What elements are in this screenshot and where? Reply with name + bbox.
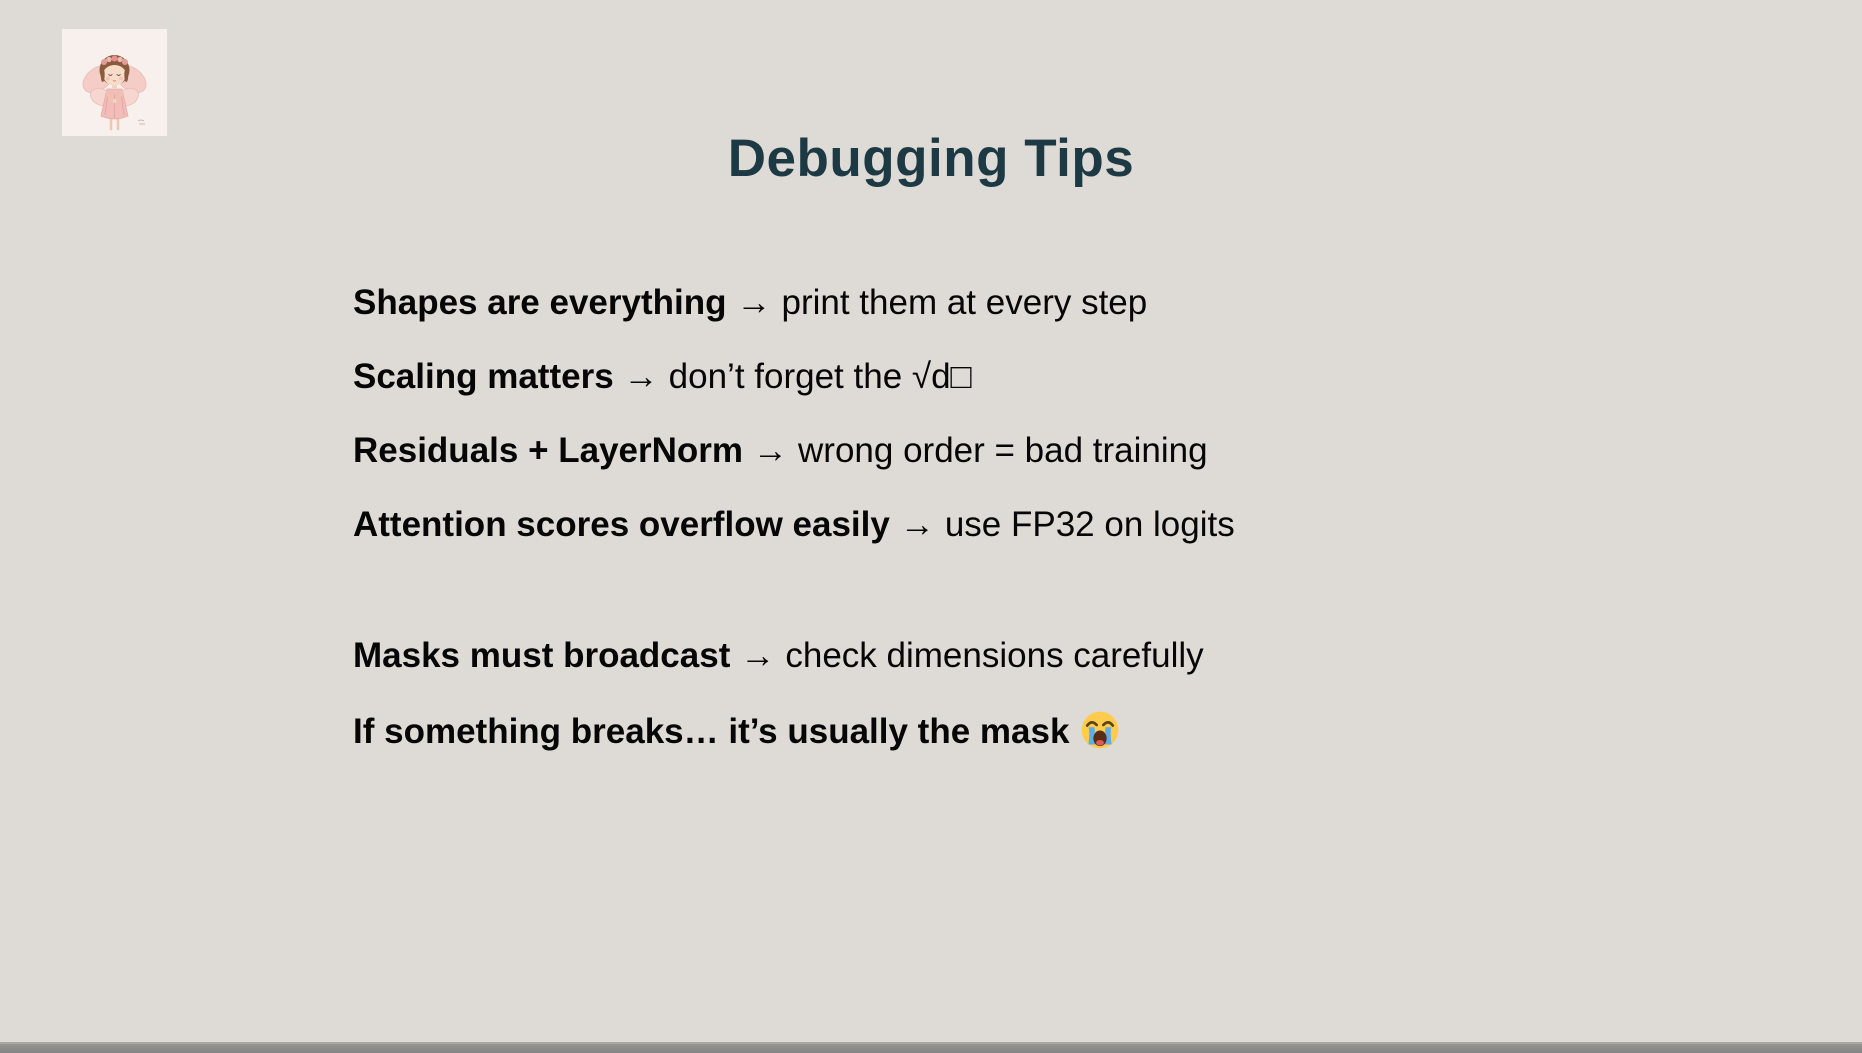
- arrow-glyph: →: [736, 283, 772, 322]
- arrow-glyph: →: [740, 636, 776, 675]
- tip-rest: wrong order = bad training: [798, 431, 1208, 470]
- tip-lead: Scaling matters: [353, 357, 614, 396]
- tip-line-masks: [353, 636, 1653, 676]
- tip-lead: Attention scores overflow easily: [353, 505, 890, 544]
- tip-rest: don’t forget the √d□: [668, 357, 972, 396]
- tip-lead: Masks must broadcast: [353, 636, 731, 675]
- arrow-glyph: →: [753, 431, 789, 470]
- arrow-glyph: →: [623, 357, 659, 396]
- tip-rest: print them at every step: [781, 283, 1148, 322]
- tips-list: [353, 283, 1653, 786]
- fairy-image: [62, 29, 167, 136]
- tip-line-scaling: [353, 357, 1653, 397]
- tip-rest: use FP32 on logits: [944, 505, 1235, 544]
- slide-title: Debugging Tips: [727, 129, 1135, 188]
- tip-lead: If something breaks… it’s usually the mask: [353, 712, 1070, 751]
- tip-lead: Shapes are everything: [353, 283, 727, 322]
- tip-line-shapes: [353, 283, 1653, 323]
- tip-rest: check dimensions carefully: [785, 636, 1204, 675]
- arrow-glyph: →: [899, 505, 935, 544]
- tip-line-attention: [353, 505, 1653, 545]
- tip-lead: Residuals + LayerNorm: [353, 431, 744, 470]
- horizontal-scrollbar[interactable]: [0, 1042, 1862, 1053]
- crying-face-emoji-icon: [1080, 710, 1120, 750]
- tip-line-breaks: [353, 710, 1653, 752]
- tip-line-residuals: [353, 431, 1653, 471]
